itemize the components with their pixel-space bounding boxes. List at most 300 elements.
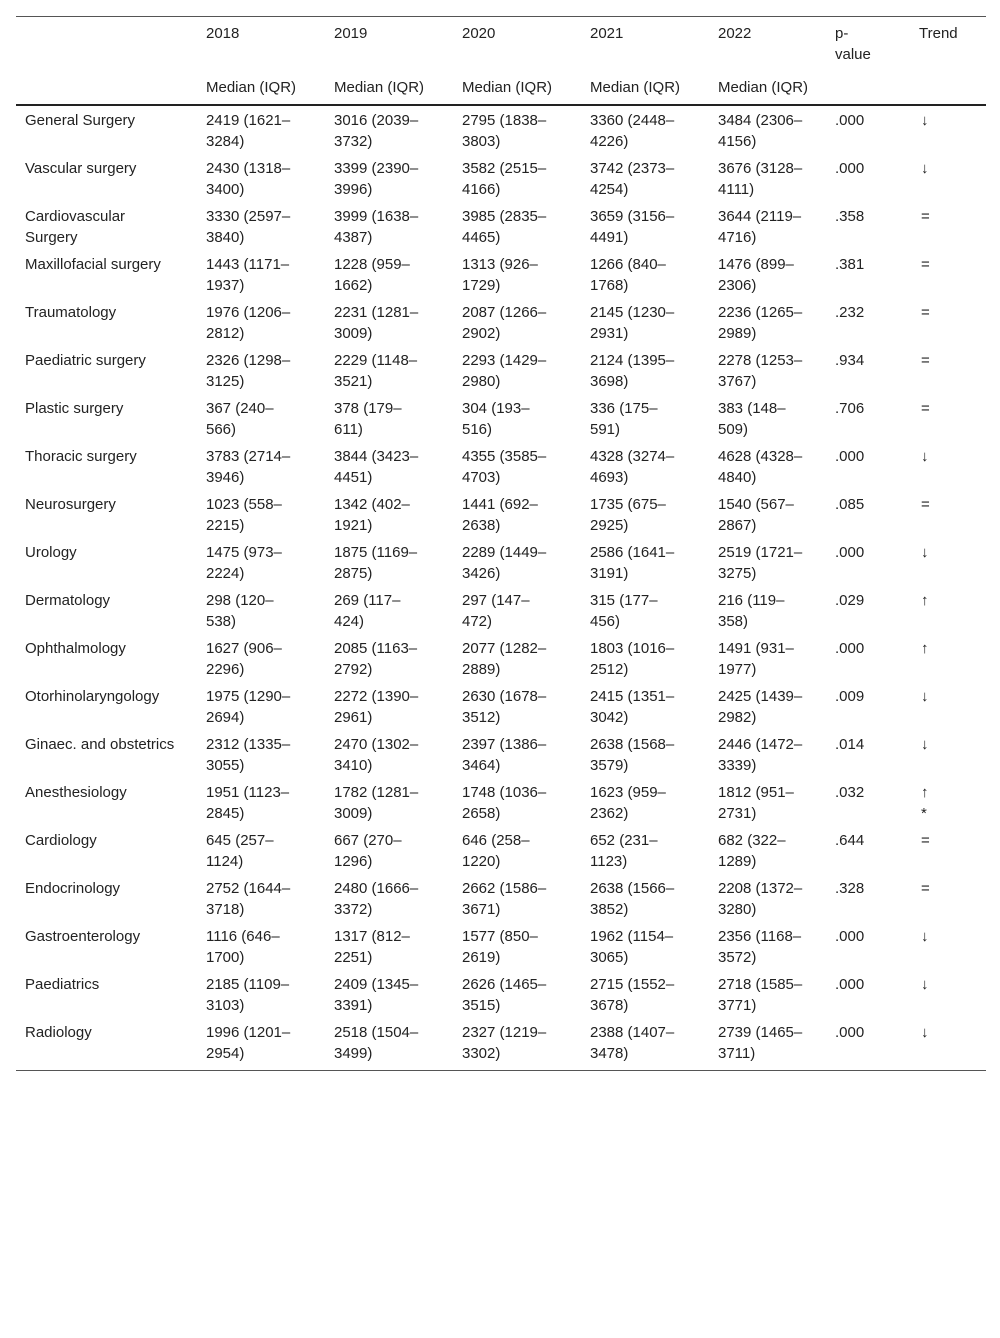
median-iqr-cell [326,202,454,250]
trend-indicator [911,970,986,1018]
pvalue-cell: .009 [835,688,865,705]
median-iqr-value: 1317 (812–2251) [334,928,410,966]
median-iqr-value: 2470 (1302–3410) [334,736,419,774]
median-iqr-value: 3484 (2306–4156) [718,112,803,150]
median-iqr-cell [454,682,582,730]
median-iqr-value: 3676 (3128–4111) [718,160,803,198]
median-iqr-value: 2397 (1386–3464) [462,736,547,774]
trend-symbol: = [921,208,930,225]
median-iqr-value: 367 (240–566) [206,400,274,438]
pvalue-cell: .000 [835,544,865,561]
median-iqr-cell [582,634,710,682]
table-row [16,682,986,730]
median-iqr-cell [198,154,326,202]
median-iqr-value: 1441 (692–2638) [462,496,538,534]
specialty-name: General Surgery [25,112,136,129]
median-iqr-cell [198,346,326,394]
median-iqr-value: 1735 (675–2925) [590,496,666,534]
median-iqr-value: 3999 (1638–4387) [334,208,419,246]
table-row [16,634,986,682]
median-iqr-value: 645 (257–1124) [206,832,274,870]
median-iqr-cell [582,826,710,874]
median-iqr-cell [710,105,827,154]
table-row [16,394,986,442]
pvalue-cell: .000 [835,448,865,465]
median-iqr-value: 3783 (2714–3946) [206,448,291,486]
median-iqr-cell [326,682,454,730]
median-iqr-cell [454,826,582,874]
median-iqr-value: 1577 (850–2619) [462,928,538,966]
trend-indicator [911,490,986,538]
median-iqr-value: 2718 (1585–3771) [718,976,803,1014]
specialty-name: Paediatrics [25,976,100,993]
median-iqr-value: 1812 (951–2731) [718,784,794,822]
specialty-cell [16,154,198,202]
specialty-cell [16,682,198,730]
pvalue-cell: .706 [835,400,865,417]
trend-symbol: = [921,832,930,849]
median-iqr-value: 1313 (926–1729) [462,256,538,294]
median-iqr-cell [710,298,827,346]
specialty-name: Ginaec. and obstetrics [25,736,175,753]
specialty-name: Maxillofacial surgery [25,256,161,273]
median-iqr-cell [582,922,710,970]
header-year-2021: 2021 [582,17,710,66]
specialty-cell [16,394,198,442]
median-iqr-cell [582,346,710,394]
header-row [16,17,986,66]
median-iqr-cell [326,778,454,826]
median-iqr-value: 3399 (2390–3996) [334,160,419,198]
median-iqr-value: 2715 (1552–3678) [590,976,675,1014]
specialty-name: Paediatric surgery [25,352,146,369]
median-iqr-cell [454,538,582,586]
header-blank [16,17,198,66]
median-iqr-cell [198,298,326,346]
specialty-name: Dermatology [25,592,111,609]
header-subrow [16,65,986,105]
median-iqr-value: 2145 (1230–2931) [590,304,675,342]
median-iqr-value: 2272 (1390–2961) [334,688,419,726]
median-iqr-cell [582,586,710,634]
median-iqr-value: 1342 (402–1921) [334,496,410,534]
table-row [16,778,986,826]
median-iqr-cell [454,490,582,538]
pvalue-cell: .000 [835,928,865,945]
trend-indicator [911,250,986,298]
trend-indicator [911,105,986,154]
specialty-cell [16,346,198,394]
specialty-cell [16,586,198,634]
median-iqr-cell [198,538,326,586]
median-iqr-cell [198,442,326,490]
median-iqr-value: 3016 (2039–3732) [334,112,419,150]
median-iqr-cell [198,970,326,1018]
median-iqr-cell [198,586,326,634]
median-iqr-cell [454,105,582,154]
data-table [16,16,986,1071]
specialty-cell [16,298,198,346]
median-iqr-value: 3330 (2597–3840) [206,208,291,246]
trend-indicator [911,394,986,442]
median-iqr-value: 652 (231–1123) [590,832,658,870]
median-iqr-cell [326,730,454,778]
median-iqr-cell [326,874,454,922]
median-iqr-cell [454,730,582,778]
median-iqr-value: 1491 (931–1977) [718,640,794,678]
header-year-2022: 2022 [710,17,827,66]
trend-symbol: ↓ [921,160,929,177]
pvalue-cell: .000 [835,640,865,657]
trend-symbol: ↓ [921,544,929,561]
median-iqr-cell [710,922,827,970]
median-iqr-value: 1266 (840–1768) [590,256,666,294]
median-iqr-cell [198,826,326,874]
median-iqr-value: 2085 (1163–2792) [334,640,418,678]
specialty-cell [16,730,198,778]
median-iqr-value: 1976 (1206–2812) [206,304,291,342]
specialty-name: Otorhinolaryngology [25,688,160,705]
median-iqr-value: 1476 (899–2306) [718,256,794,294]
median-iqr-value: 2289 (1449–3426) [462,544,547,582]
trend-symbol: = [921,256,930,273]
median-iqr-cell [326,105,454,154]
median-iqr-value: 1116 (646–1700) [206,928,280,966]
median-iqr-cell [454,970,582,1018]
trend-indicator [911,346,986,394]
subheader-median-iqr: Median (IQR) [710,65,827,105]
median-iqr-cell [710,250,827,298]
specialty-name: Cardiology [25,832,97,849]
trend-indicator [911,154,986,202]
trend-symbol: ↓ [921,112,929,129]
median-iqr-value: 297 (147–472) [462,592,530,630]
median-iqr-value: 2795 (1838–3803) [462,112,547,150]
median-iqr-value: 2430 (1318–3400) [206,160,291,198]
median-iqr-value: 2480 (1666–3372) [334,880,419,918]
subheader-blank [911,65,986,105]
median-iqr-value: 1443 (1171–1937) [206,256,290,294]
median-iqr-value: 2087 (1266–2902) [462,304,547,342]
median-iqr-cell [710,538,827,586]
specialty-name: Neurosurgery [25,496,116,513]
header-year-2018: 2018 [198,17,326,66]
median-iqr-cell [454,778,582,826]
pvalue-cell: .029 [835,592,865,609]
median-iqr-cell [582,490,710,538]
median-iqr-cell [198,1018,326,1071]
median-iqr-value: 1748 (1036–2658) [462,784,547,822]
table-row [16,202,986,250]
median-iqr-value: 2077 (1282–2889) [462,640,547,678]
pvalue-cell: .000 [835,976,865,993]
median-iqr-value: 2231 (1281–3009) [334,304,419,342]
pvalue-cell: .000 [827,1018,911,1071]
median-iqr-value: 315 (177–456) [590,592,658,630]
median-iqr-value: 2208 (1372–3280) [718,880,803,918]
median-iqr-value: 682 (322–1289) [718,832,786,870]
median-iqr-value: 2419 (1621–3284) [206,112,291,150]
pvalue-cell: .644 [835,832,865,849]
median-iqr-cell [454,1018,582,1071]
median-iqr-cell [710,682,827,730]
median-iqr-value: 1875 (1169–2875) [334,544,418,582]
header-year-2019: 2019 [326,17,454,66]
median-iqr-value: 2236 (1265–2989) [718,304,803,342]
specialty-name: Radiology [25,1024,92,1041]
pvalue-cell: .032 [835,784,865,801]
median-iqr-cell [710,970,827,1018]
median-iqr-cell [198,730,326,778]
median-iqr-value: 2446 (1472–3339) [718,736,803,774]
median-iqr-value: 1228 (959–1662) [334,256,410,294]
table-row [16,874,986,922]
median-iqr-value: 2278 (1253–3767) [718,352,803,390]
median-iqr-cell [582,250,710,298]
table-row [16,826,986,874]
table-row [16,250,986,298]
trend-indicator [911,1018,986,1071]
table-row [16,1018,986,1071]
median-iqr-value: 2415 (1351–3042) [590,688,675,726]
median-iqr-value: 298 (120–538) [206,592,274,630]
pvalue-cell: .085 [835,496,865,513]
median-iqr-cell [454,154,582,202]
median-iqr-value: 646 (258–1220) [462,832,530,870]
median-iqr-cell [454,346,582,394]
median-iqr-cell [326,586,454,634]
median-iqr-cell [198,682,326,730]
subheader-median-iqr: Median (IQR) [454,65,582,105]
specialty-cell [16,490,198,538]
median-iqr-value: 216 (119–358) [718,592,785,630]
trend-symbol: ↓ [921,976,929,993]
trend-symbol: ↓ [921,1024,929,1041]
median-iqr-value: 2626 (1465–3515) [462,976,547,1014]
median-iqr-cell [326,922,454,970]
specialty-cell [16,442,198,490]
specialty-cell [16,202,198,250]
median-iqr-cell [198,874,326,922]
median-iqr-value: 1803 (1016–2512) [590,640,675,678]
specialty-name: Urology [25,544,77,561]
specialty-cell [16,1018,198,1071]
median-iqr-value: 2638 (1568–3579) [590,736,675,774]
median-iqr-cell [198,202,326,250]
trend-indicator [911,826,986,874]
table-row [16,490,986,538]
median-iqr-cell [326,298,454,346]
median-iqr-cell [198,778,326,826]
specialty-cell [16,922,198,970]
trend-symbol: = [921,352,930,369]
trend-symbol: ↓ [921,688,929,705]
median-iqr-value: 3582 (2515–4166) [462,160,547,198]
trend-indicator [911,874,986,922]
median-iqr-cell [710,154,827,202]
median-iqr-value: 336 (175–591) [590,400,658,438]
median-iqr-value: 667 (270–1296) [334,832,402,870]
table-row [16,970,986,1018]
median-iqr-cell [326,346,454,394]
trend-symbol: ↓ [921,736,929,753]
median-iqr-cell [326,442,454,490]
median-iqr-cell [582,298,710,346]
median-iqr-cell [710,586,827,634]
table-row [16,154,986,202]
median-iqr-value: 2586 (1641–3191) [590,544,675,582]
median-iqr-value: 2662 (1586–3671) [462,880,547,918]
median-iqr-value: 1951 (1123–2845) [206,784,290,822]
median-iqr-cell [710,874,827,922]
subheader-blank [827,65,911,105]
specialty-cell [16,538,198,586]
median-iqr-cell [198,490,326,538]
median-iqr-cell [326,1018,454,1071]
median-iqr-value: 269 (117–424) [334,592,401,630]
pvalue-cell: .358 [835,208,865,225]
specialty-cell [16,105,198,154]
median-iqr-value: 2630 (1678–3512) [462,688,547,726]
median-iqr-cell [582,154,710,202]
trend-indicator [911,730,986,778]
table-body [16,105,986,1071]
median-iqr-value: 2739 (1465–3711) [718,1024,803,1062]
median-iqr-value: 2312 (1335–3055) [206,736,291,774]
specialty-name: Thoracic surgery [25,448,137,465]
median-iqr-cell [198,250,326,298]
median-iqr-value: 3844 (3423–4451) [334,448,419,486]
median-iqr-cell [454,874,582,922]
median-iqr-value: 1975 (1290–2694) [206,688,291,726]
median-iqr-value: 2519 (1721–3275) [718,544,803,582]
median-iqr-cell [454,634,582,682]
median-iqr-cell [326,250,454,298]
median-iqr-value: 2409 (1345–3391) [334,976,419,1014]
median-iqr-cell [710,1018,827,1071]
table-row [16,105,986,154]
specialty-name: Plastic surgery [25,400,124,417]
specialty-cell [16,970,198,1018]
median-iqr-value: 2326 (1298–3125) [206,352,291,390]
trend-indicator [911,634,986,682]
median-iqr-cell [710,730,827,778]
median-iqr-cell [326,634,454,682]
median-iqr-value: 304 (193–516) [462,400,530,438]
median-iqr-cell [326,970,454,1018]
median-iqr-value: 2229 (1148–3521) [334,352,418,390]
median-iqr-cell [326,394,454,442]
pvalue-cell: .000 [835,160,865,177]
subheader-median-iqr: Median (IQR) [326,65,454,105]
median-iqr-cell [582,874,710,922]
specialty-name: Traumatology [25,304,117,321]
median-iqr-value: 2356 (1168–3572) [718,928,802,966]
specialty-name: Anesthesiology [25,784,127,801]
trend-indicator [911,922,986,970]
median-iqr-cell [454,202,582,250]
specialty-name: Vascular surgery [25,160,137,177]
pvalue-cell: .014 [835,736,865,753]
specialty-cell [16,778,198,826]
median-iqr-value: 3985 (2835–4465) [462,208,547,246]
table-row [16,298,986,346]
table-row [16,586,986,634]
median-iqr-cell [710,346,827,394]
specialty-cell [16,826,198,874]
median-iqr-cell [710,778,827,826]
subheader-median-iqr: Median (IQR) [198,65,326,105]
median-iqr-value: 1996 (1201–2954) [206,1024,291,1062]
trend-symbol: ↓ [921,448,929,465]
median-iqr-cell [198,634,326,682]
specialty-cell [16,634,198,682]
median-iqr-cell [326,538,454,586]
trend-symbol: = [921,400,930,417]
median-iqr-value: 3659 (3156–4491) [590,208,675,246]
specialty-cell [16,874,198,922]
specialty-name: Endocrinology [25,880,121,897]
trend-indicator [911,586,986,634]
median-iqr-cell [454,922,582,970]
trend-indicator [911,298,986,346]
header-trend: Trend [911,17,986,66]
table-row [16,538,986,586]
median-iqr-cell [454,250,582,298]
median-iqr-cell [710,202,827,250]
median-iqr-value: 383 (148–509) [718,400,786,438]
median-iqr-cell [326,154,454,202]
median-iqr-value: 2638 (1566–3852) [590,880,675,918]
median-iqr-cell [582,394,710,442]
trend-indicator [911,682,986,730]
median-iqr-cell [582,730,710,778]
trend-symbol: = [921,496,930,513]
header-pvalue-label: p-value [835,25,871,63]
median-iqr-value: 2425 (1439–2982) [718,688,803,726]
median-iqr-value: 3742 (2373–4254) [590,160,675,198]
pvalue-cell: .934 [835,352,865,369]
table-row [16,922,986,970]
pvalue-cell: .232 [835,304,865,321]
median-iqr-value: 1023 (558–2215) [206,496,282,534]
specialty-name: Gastroenterology [25,928,141,945]
median-iqr-cell [582,1018,710,1071]
median-iqr-value: 2293 (1429–2980) [462,352,547,390]
table-row [16,442,986,490]
specialty-name: Ophthalmology [25,640,126,657]
trend-indicator [911,778,986,826]
trend-symbol: = [921,304,930,321]
pvalue-cell: .381 [835,256,865,273]
median-iqr-value: 3644 (2119–4716) [718,208,802,246]
median-iqr-cell [710,826,827,874]
table-row [16,730,986,778]
median-iqr-cell [198,922,326,970]
trend-symbol: ↓ [921,928,929,945]
table-row [16,346,986,394]
median-iqr-value: 1627 (906–2296) [206,640,282,678]
median-iqr-value: 1623 (959–2362) [590,784,666,822]
median-iqr-cell [454,586,582,634]
header-pvalue [827,17,911,66]
trend-symbol: ↑ * [921,784,929,822]
trend-indicator [911,202,986,250]
median-iqr-cell [582,442,710,490]
median-iqr-value: 1782 (1281–3009) [334,784,419,822]
pvalue-cell: .328 [835,880,865,897]
median-iqr-cell [582,970,710,1018]
